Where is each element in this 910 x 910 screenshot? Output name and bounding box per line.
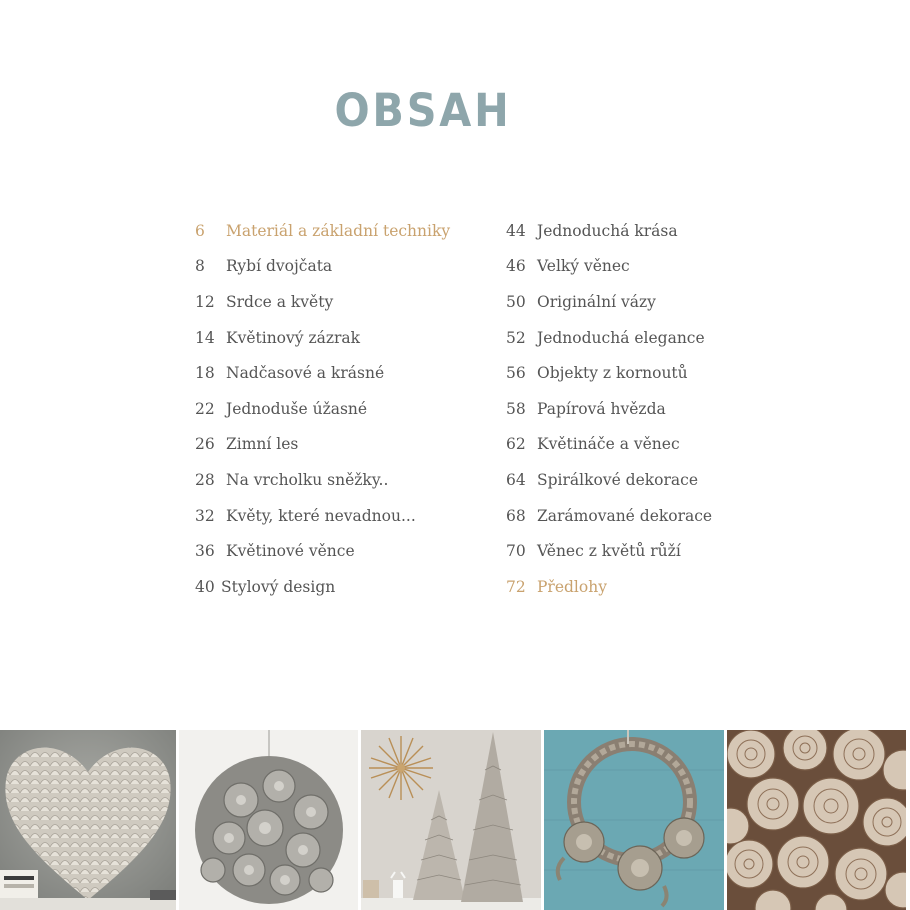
toc-item[interactable] [195,498,450,534]
toc-item[interactable] [195,320,450,356]
toc-page-number: 56 [506,364,526,383]
toc-page-number: 50 [506,292,526,311]
toc-label: Spirálkové dekorace [537,470,699,489]
toc-page-number: 70 [506,542,526,561]
toc-label: Srdce a květy [226,292,334,311]
toc-page-number: 72 [506,577,526,596]
toc-page-number: 62 [506,435,526,454]
toc-page-number: 32 [195,506,215,525]
toc-label: Květy, které nevadnou... [226,506,416,525]
toc-label: Květináče a věnec [537,435,680,454]
toc-label: Rybí dvojčata [226,257,333,276]
toc-item[interactable] [506,498,712,534]
toc-item[interactable] [506,462,712,498]
toc-label: Zimní les [226,435,299,454]
toc-label: Originální vázy [537,292,656,311]
paper-trees-photo [361,730,541,910]
toc-page-number: 40 [195,577,215,596]
toc-column-left [195,213,450,605]
toc-page-number: 46 [506,257,526,276]
toc-item[interactable] [195,213,450,249]
toc-page-number: 8 [195,257,205,276]
toc-page-number: 28 [195,470,215,489]
toc-label: Zarámované dekorace [537,506,713,525]
toc-item[interactable] [195,355,450,391]
toc-page-number: 58 [506,399,526,418]
toc-page-number: 68 [506,506,526,525]
toc-label: Papírová hvězda [537,399,666,418]
toc-item[interactable] [506,284,712,320]
toc-item[interactable] [506,320,712,356]
toc-label: Stylový design [221,577,336,596]
paper-roses-photo [727,730,906,910]
page-title: OBSAH [334,84,512,137]
toc-item[interactable] [506,427,712,463]
wreath-photo [544,730,724,910]
toc-item[interactable] [195,427,450,463]
toc-item[interactable] [506,533,712,569]
toc-item[interactable] [195,462,450,498]
toc-page-number: 18 [195,364,215,383]
toc-label: Předlohy [537,577,607,596]
toc-item[interactable] [506,213,712,249]
toc-item[interactable] [506,391,712,427]
toc-label: Velký věnec [537,257,630,276]
toc-label: Jednoduchá elegance [537,328,705,347]
toc-page-number: 14 [195,328,215,347]
toc-page-number: 26 [195,435,215,454]
toc-label: Na vrcholku sněžky.. [226,470,389,489]
toc-label: Nadčasové a krásné [226,364,385,383]
flower-ball-photo [179,730,358,910]
toc-page-number: 52 [506,328,526,347]
toc-item[interactable] [506,249,712,285]
toc-label: Jednoduše úžasné [226,399,368,418]
toc-page-number: 36 [195,542,215,561]
toc-item[interactable] [195,569,450,605]
toc-item[interactable] [506,569,712,605]
toc-page-number: 22 [195,399,215,418]
toc-item[interactable] [195,284,450,320]
toc-label: Věnec z květů růží [537,542,681,561]
toc-item[interactable] [195,391,450,427]
toc-page-number: 6 [195,221,205,240]
toc-label: Květinové věnce [226,542,355,561]
photo-strip [0,730,910,910]
toc-page-number: 12 [195,292,215,311]
toc-item[interactable] [195,533,450,569]
toc-item[interactable] [195,249,450,285]
toc-page-number: 44 [506,221,526,240]
heart-photo [0,730,176,910]
toc-label: Objekty z kornoutů [537,364,688,383]
toc-label: Materiál a základní techniky [226,221,451,240]
toc-column-right [506,213,712,605]
toc-label: Květinový zázrak [226,328,361,347]
toc-label: Jednoduchá krása [537,221,678,240]
toc-item[interactable] [506,355,712,391]
toc-page-number: 64 [506,470,526,489]
